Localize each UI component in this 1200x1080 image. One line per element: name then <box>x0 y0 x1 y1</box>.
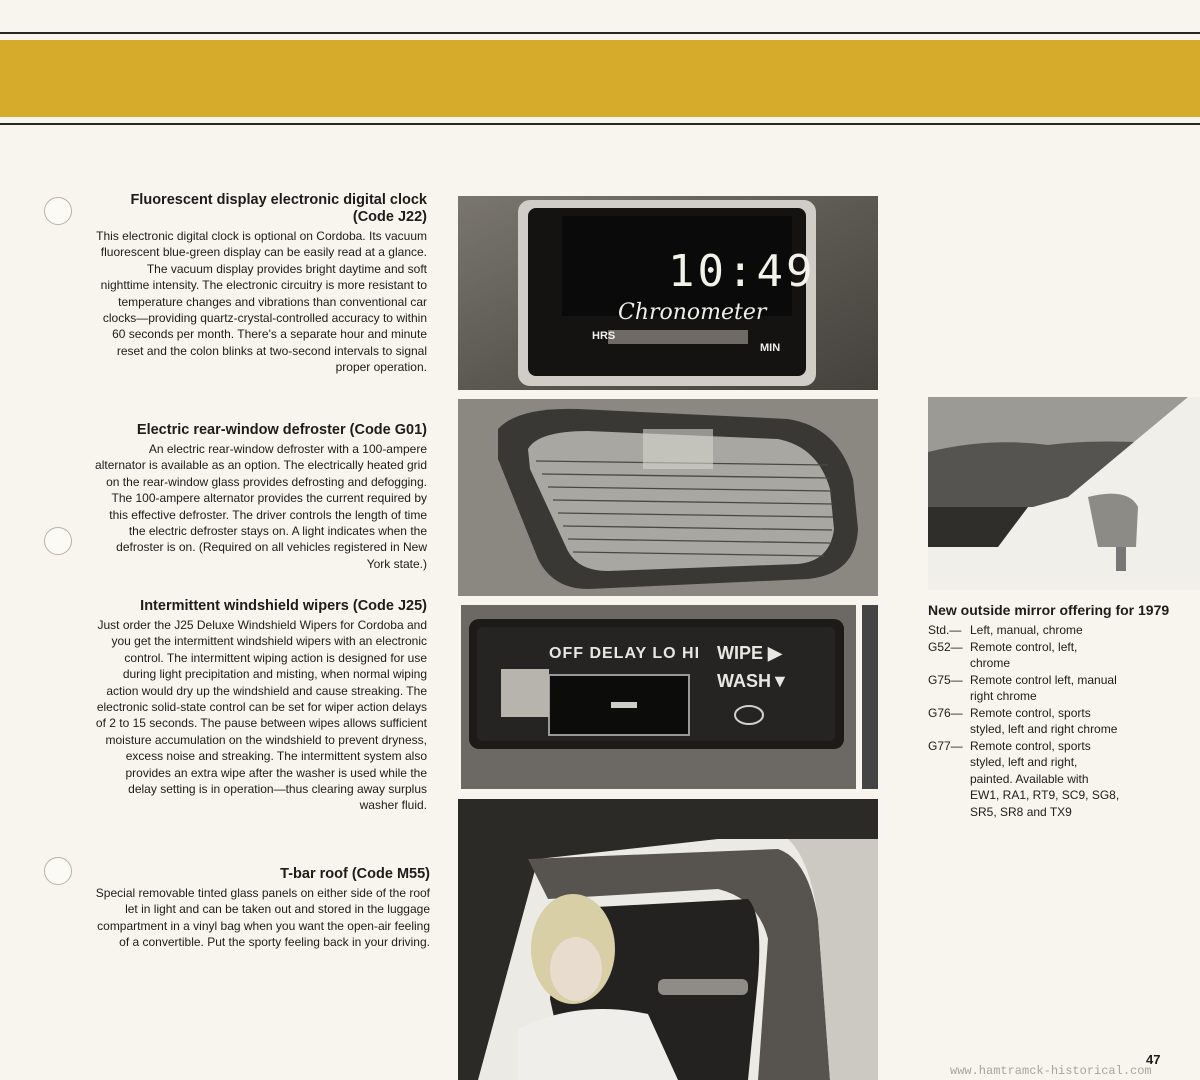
binder-hole-top <box>44 197 72 225</box>
clock-time-display: 10:49 <box>668 246 816 297</box>
clock-brand-script: Chronometer <box>618 300 767 325</box>
mirror-option <box>928 705 1178 738</box>
feature-title: Fluorescent display electronic digital clock (Code J22) <box>130 192 427 225</box>
wiper-wash-label: WASH▼ <box>717 671 789 691</box>
page-number: 47 <box>1146 1052 1161 1067</box>
wiper-delay-label: DELAY <box>589 645 647 662</box>
clock-photo <box>458 196 878 390</box>
mirror-option <box>928 738 1178 821</box>
wiper-hi-label: HI <box>682 645 701 662</box>
wiper-wipe-label: WIPE ▶ <box>717 643 782 663</box>
feature-clock <box>95 192 427 376</box>
clock-hrs-label: HRS <box>592 330 616 342</box>
watermark-url: www.hamtramck-historical.com <box>950 1064 1152 1078</box>
feature-body: This electronic digital clock is optional on Cordoba. Its vacuum fluorescent blue-green display can be easily read at a glance. The vacuum display provides bright daytime and soft nighttime intensity. The electronic circuitry is more resistant to temperature changes and vibrations than conventional car clocks—providing quartz-crystal-controlled accuracy to within 60 seconds per month. There's a separate hour and minute reset and the colon blinks at two-second intervals to signal proper operation. <box>96 229 427 375</box>
mirror-option-code: G76— <box>928 705 963 720</box>
top-rule <box>0 32 1200 34</box>
mirror-option-desc: Remote control, sports styled, left and right chrome <box>970 705 1118 736</box>
mirror-option-code: G52— <box>928 639 963 654</box>
feature-title: Intermittent windshield wipers (Code J25) <box>140 598 427 614</box>
feature-wipers <box>95 598 427 814</box>
header-color-band <box>0 40 1200 117</box>
tbar-roof-photo <box>458 799 878 1080</box>
mirror-offering <box>928 602 1178 820</box>
mirror-option-code: G77— <box>928 738 963 753</box>
mirror-option-desc: Remote control, left, chrome <box>970 639 1078 670</box>
feature-title: Electric rear-window defroster (Code G01) <box>136 422 427 438</box>
mirror-option <box>928 672 1178 705</box>
mirror-option-desc: Left, manual, chrome <box>970 623 1083 637</box>
clock-min-label: MIN <box>760 342 781 354</box>
mirror-photo <box>928 397 1200 590</box>
mirror-option-code: Std.— <box>928 623 962 637</box>
feature-body: Special removable tinted glass panels on either side of the roof let in light and can be taken out and stored in the luggage compartment in a vinyl bag when you want the open-air feeling of a convertible. Put the sporty feeling back in your driving. <box>95 886 430 950</box>
wiper-control-photo <box>461 605 856 789</box>
wiper-off-label: OFF <box>549 645 584 662</box>
feature-body: Just order the J25 Deluxe Windshield Wipers for Cordoba and you get the intermittent windshield wipers with an electronic control. The intermittent wiping action is designed for use during light precipitation and misting, when normal wiping action would dry up the windshield and cause streaking. The electronic solid-state control can be set for wiper action delays of 2 to 15 seconds. The pause between wipes allows sufficient moisture accumulation on the windshield to prevent dryness, excess noise and streaking. The intermittent system also provides an extra wipe after the washer is used while the delay setting is in operation—thus clearing away surplus washer fluid. <box>95 618 427 813</box>
mirror-option <box>928 639 1178 672</box>
wiper-lo-label: LO <box>652 645 677 662</box>
wiper-label-row <box>549 645 700 663</box>
feature-tbar-roof <box>95 866 430 951</box>
header-rule <box>0 123 1200 125</box>
mirror-option-code: G75— <box>928 672 963 687</box>
mirror-option-desc: Remote control, sports styled, left and right, painted. Available with EW1, RA1, RT9, SC9, SG8, SR5, SR8 and TX9 <box>970 738 1120 819</box>
mirror-option-desc: Remote control left, manual right chrome <box>970 672 1117 703</box>
defroster-photo <box>458 399 878 596</box>
wiper-photo-edge-strip <box>862 605 878 789</box>
binder-hole-middle <box>44 527 72 555</box>
feature-defroster <box>95 422 427 572</box>
feature-body: An electric rear-window defroster with a 100-ampere alternator is available as an option. The electrically heated grid on the rear-window glass provides defrosting and defogging. The 100-ampere alternator provides the current required by this effective defroster. The driver controls the length of time the electric defroster stays on. A light indicates when the defroster is on. (Required on all vehicles registered in New York state.) <box>95 442 427 571</box>
mirror-offering-title: New outside mirror offering for 1979 <box>928 602 1170 618</box>
mirror-option <box>928 622 1178 639</box>
feature-title: T-bar roof (Code M55) <box>280 866 430 882</box>
binder-hole-bottom <box>44 857 72 885</box>
